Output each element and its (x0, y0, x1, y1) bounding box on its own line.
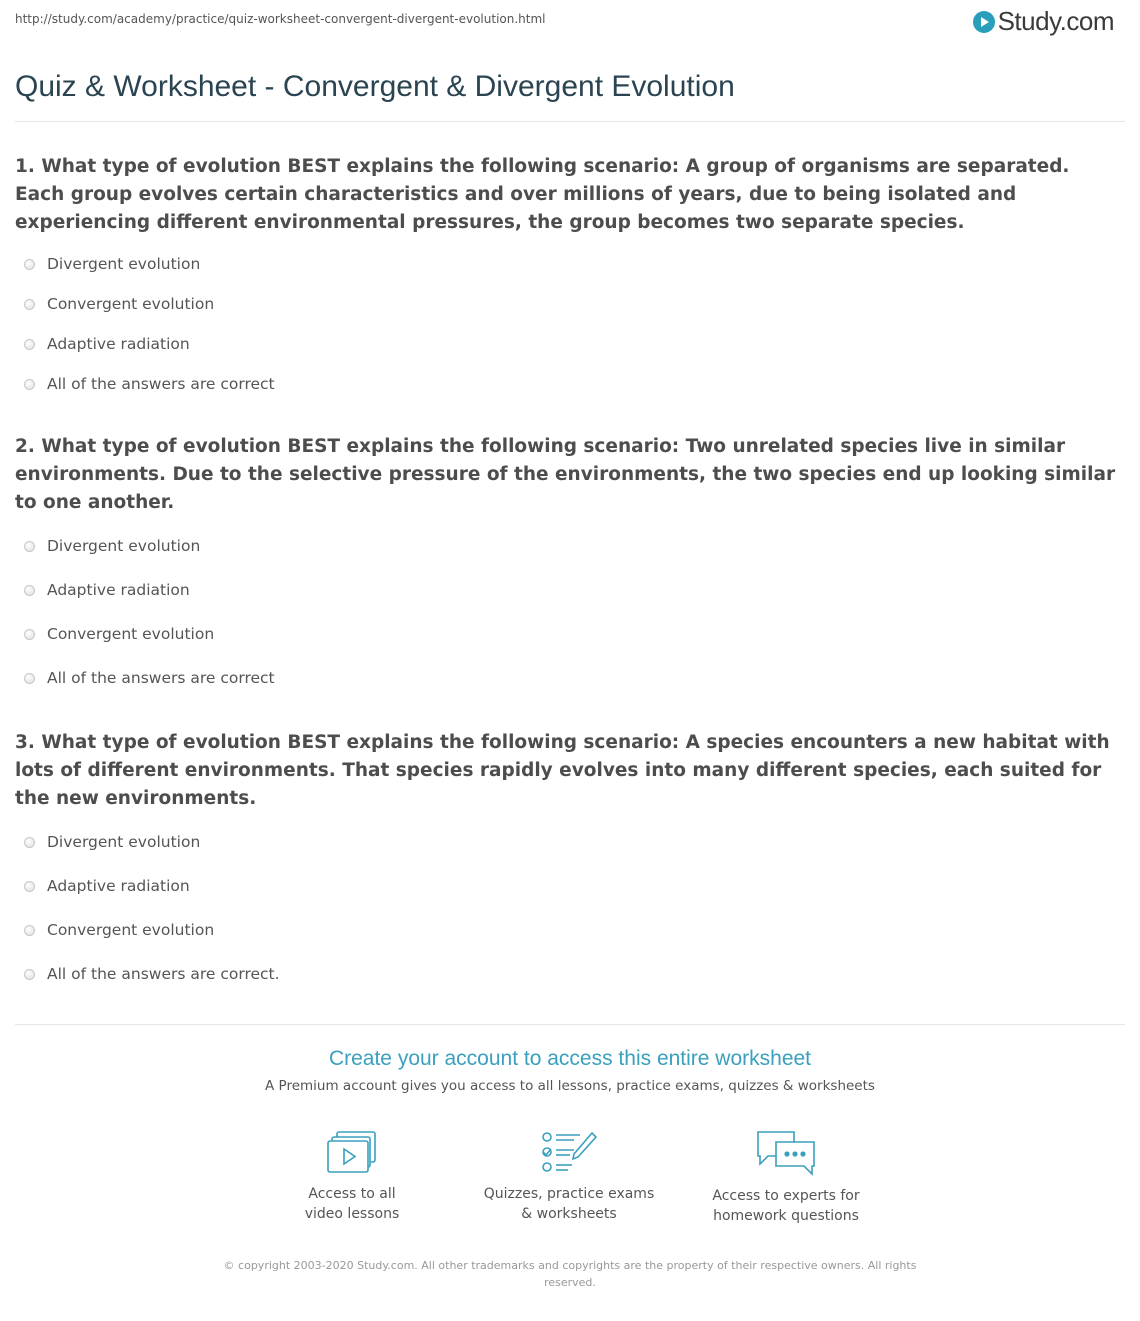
feature-caption-line: homework questions (713, 1208, 859, 1224)
feature-caption-line: Quizzes, practice exams (483, 1186, 655, 1202)
radio-button[interactable] (24, 259, 35, 270)
answer-option[interactable] (15, 373, 275, 395)
chat-bubbles-icon (754, 1130, 818, 1176)
feature-caption-line: Access to experts for (712, 1188, 860, 1204)
answer-label: Adaptive radiation (47, 581, 190, 599)
radio-button[interactable] (24, 969, 35, 980)
answer-option[interactable] (15, 579, 275, 601)
radio-button[interactable] (24, 541, 35, 552)
radio-button[interactable] (24, 339, 35, 350)
radio-button[interactable] (24, 925, 35, 936)
answer-option[interactable] (15, 253, 275, 275)
answer-label: Convergent evolution (47, 921, 215, 939)
answer-option[interactable] (15, 919, 280, 941)
video-lessons-icon (326, 1130, 378, 1174)
radio-button[interactable] (24, 299, 35, 310)
question-3: 3. What type of evolution BEST explains the following scenario: A species encounters a new habitat with lots of different environments. That species rapidly evolves into many different species, each suited for the new environments. (15, 732, 1110, 809)
radio-button[interactable] (24, 837, 35, 848)
copyright-line: © copyright 2003-2020 Study.com. All other trademarks and copyrights are the property of their respective owners. All rights (223, 1259, 917, 1272)
copyright-notice (210, 1257, 930, 1291)
answer-option[interactable] (15, 667, 275, 689)
radio-button[interactable] (24, 379, 35, 390)
title-divider (15, 121, 1125, 122)
answer-label: Divergent evolution (47, 255, 201, 273)
answer-option[interactable] (15, 963, 280, 985)
question-1: 1. What type of evolution BEST explains the following scenario: A group of organisms are separated. Each group evolves certain characteristics and over millions of years, due to being isolated and experiencing different environmental pressures, the group becomes two separate species. (15, 156, 1070, 233)
promo-subtitle: A Premium account gives you access to all lessons, practice exams, quizzes & worksheets (265, 1078, 875, 1094)
brand-name: Study.com (997, 6, 1114, 36)
answer-list-1 (15, 253, 275, 395)
answer-label: Divergent evolution (47, 537, 201, 555)
answer-label: All of the answers are correct (47, 375, 275, 393)
answer-option[interactable] (15, 831, 280, 853)
quiz-checklist-icon (540, 1130, 598, 1174)
page-title: Quiz & Worksheet - Convergent & Divergent Evolution (15, 70, 735, 103)
feature-quizzes (469, 1130, 669, 1224)
answer-option[interactable] (15, 293, 275, 315)
answer-label: Convergent evolution (47, 625, 215, 643)
answer-label: All of the answers are correct. (47, 965, 280, 983)
feature-caption-line: & worksheets (521, 1206, 617, 1222)
radio-button[interactable] (24, 881, 35, 892)
answer-label: All of the answers are correct (47, 669, 275, 687)
feature-caption-line: Access to all (308, 1186, 396, 1202)
feature-caption-line: video lessons (304, 1206, 400, 1222)
study-logo[interactable] (973, 6, 1114, 37)
page-url: http://study.com/academy/practice/quiz-worksheet-convergent-divergent-evolution.html (15, 12, 546, 26)
play-circle-icon (973, 11, 995, 33)
answer-option[interactable] (15, 535, 275, 557)
radio-button[interactable] (24, 585, 35, 596)
answer-list-2 (15, 535, 275, 689)
answer-label: Adaptive radiation (47, 877, 190, 895)
answer-option[interactable] (15, 875, 280, 897)
answer-label: Divergent evolution (47, 833, 201, 851)
answer-label: Adaptive radiation (47, 335, 190, 353)
radio-button[interactable] (24, 629, 35, 640)
feature-video-lessons (252, 1130, 452, 1224)
create-account-link[interactable]: Create your account to access this entire worksheet (328, 1047, 812, 1070)
radio-button[interactable] (24, 673, 35, 684)
feature-experts (686, 1130, 886, 1226)
answer-option[interactable] (15, 623, 275, 645)
answer-label: Convergent evolution (47, 295, 215, 313)
answer-option[interactable] (15, 333, 275, 355)
question-2: 2. What type of evolution BEST explains the following scenario: Two unrelated species live in similar environments. Due to the selective pressure of the environments, the two species end up looking similar to one another. (15, 436, 1116, 513)
answer-list-3 (15, 831, 280, 985)
promo-divider (15, 1024, 1125, 1025)
copyright-line: reserved. (544, 1276, 596, 1289)
